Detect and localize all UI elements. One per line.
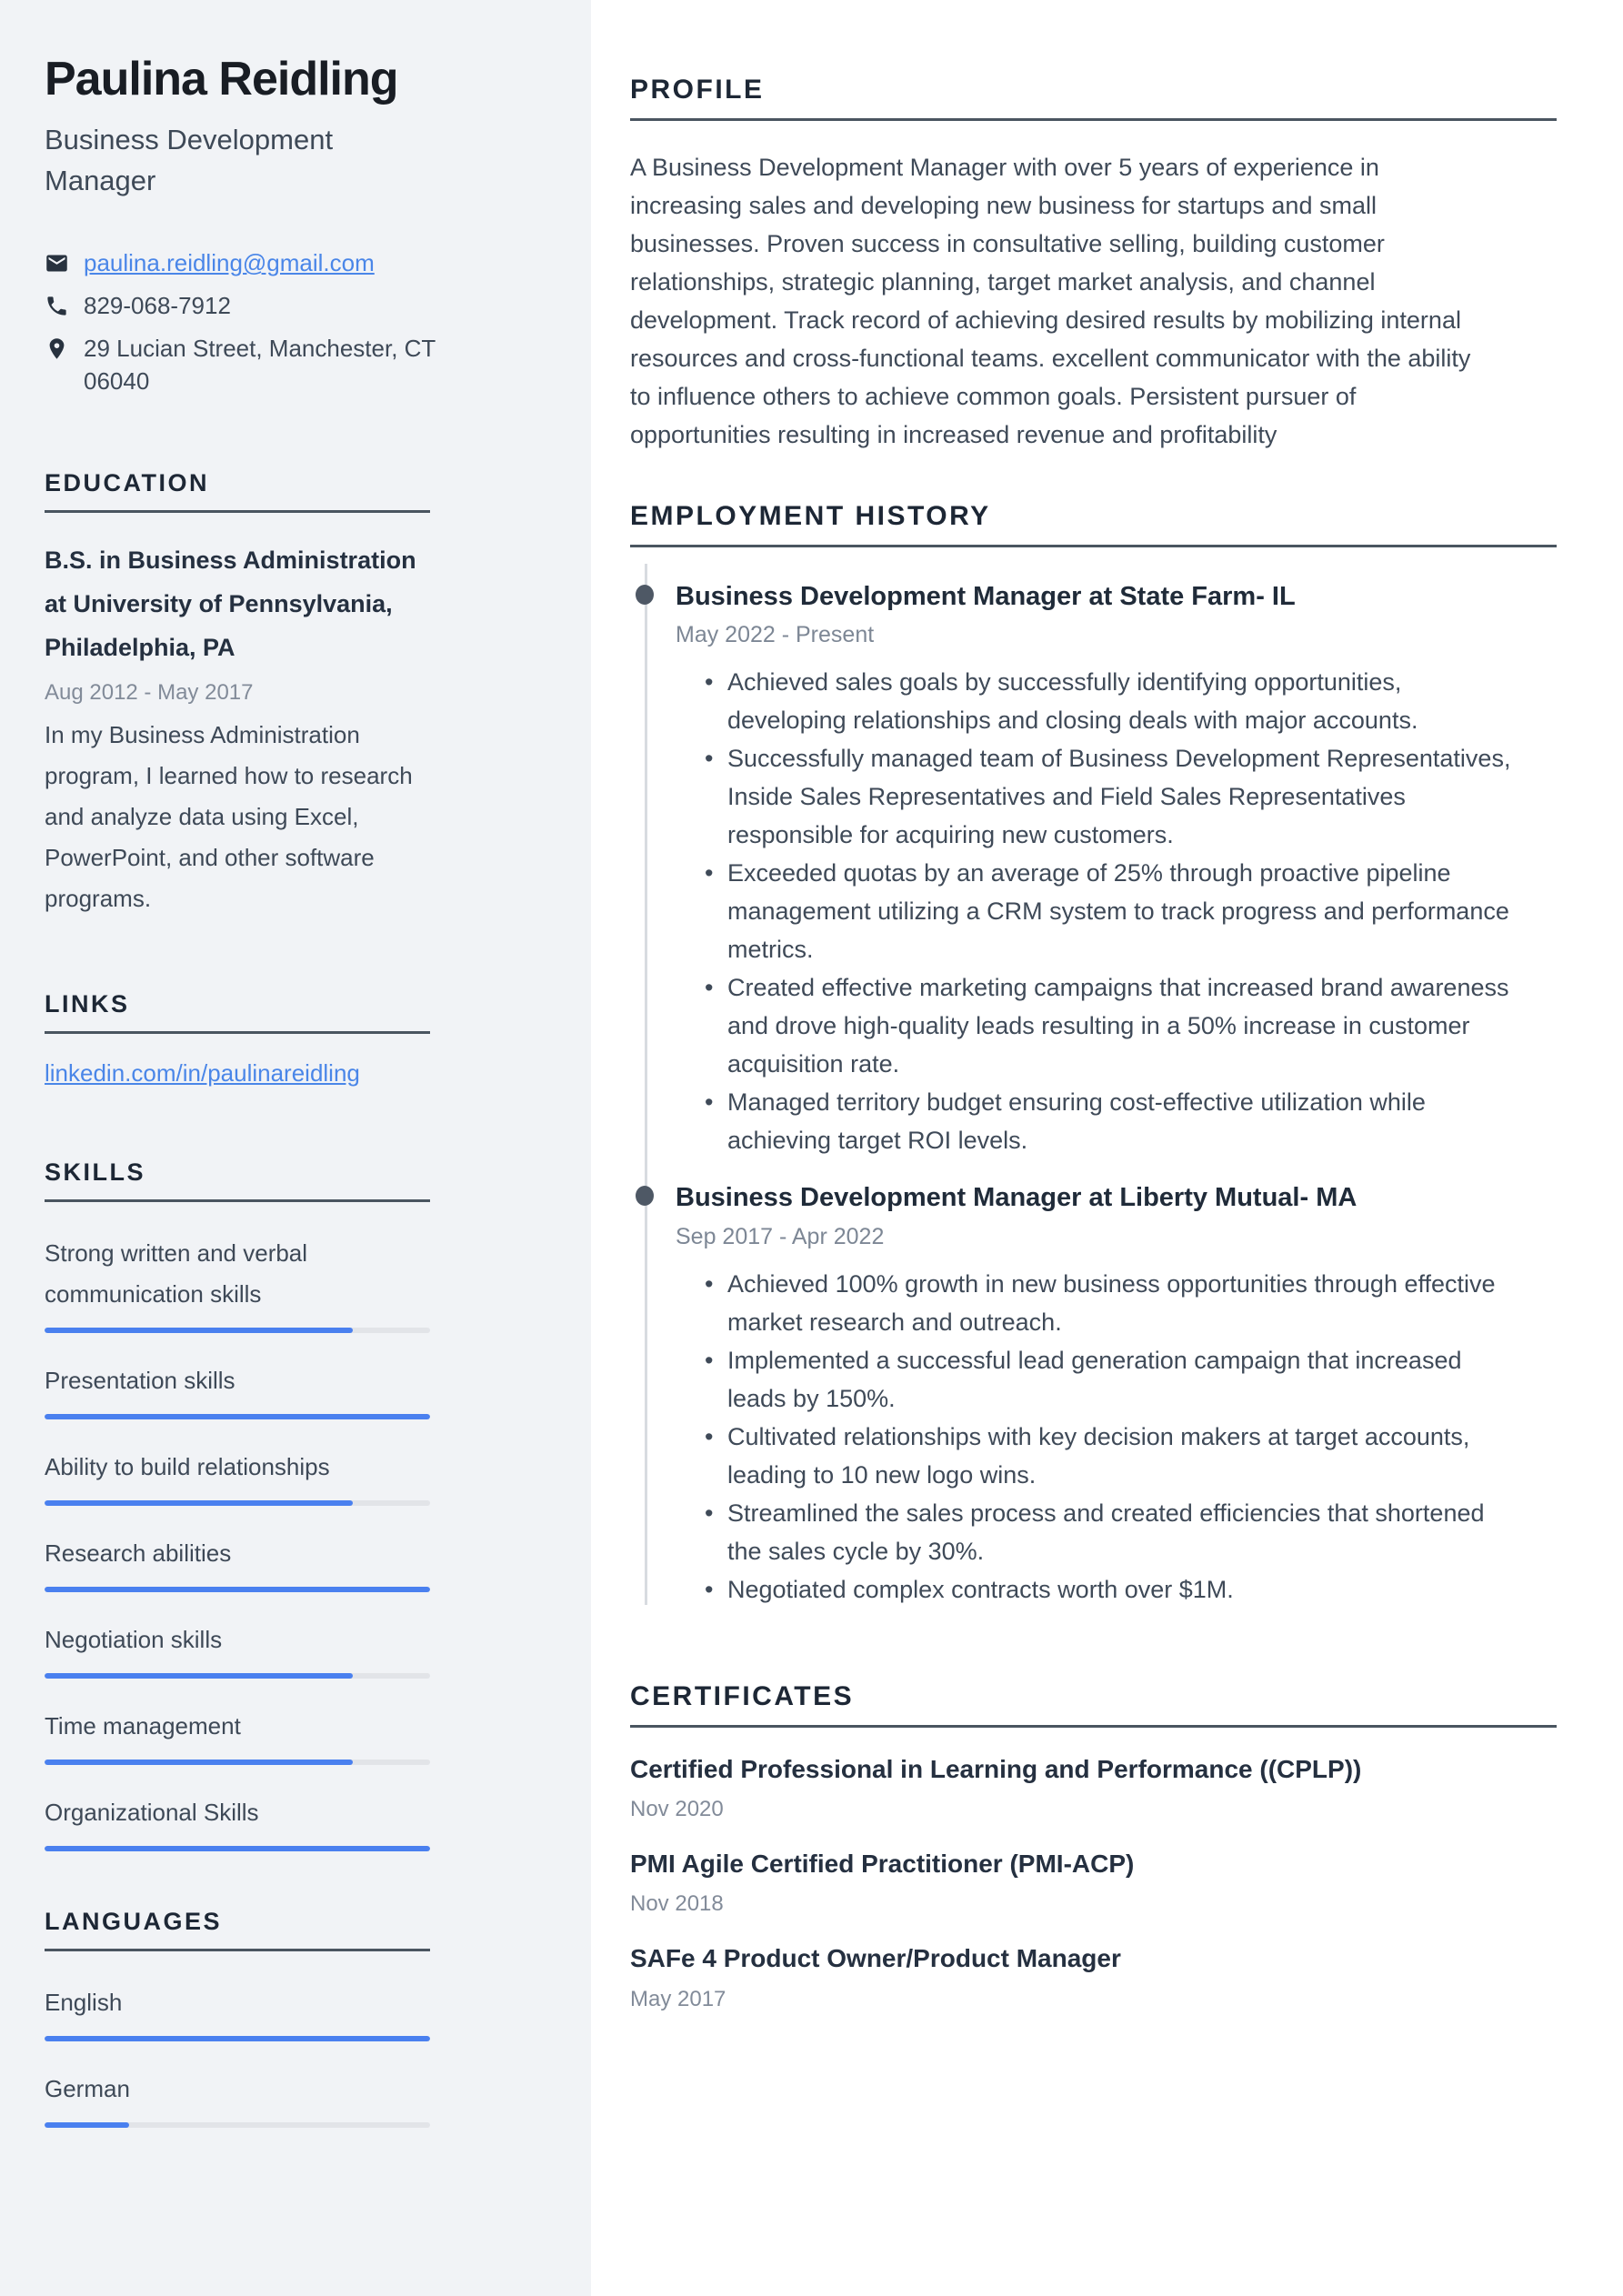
envelope-icon: [45, 251, 69, 276]
skill-label: Negotiation skills: [45, 1625, 223, 1653]
job-bullet: • Exceeded quotas by an average of 25% through proactive pipeline management utilizing a CRM system to track progress and performance metrics.: [727, 854, 1518, 968]
skill-bar-track: [45, 1414, 430, 1419]
certificates-header: CERTIFICATES: [630, 1680, 855, 1711]
phone-handset-icon: [45, 294, 69, 318]
main-column: [591, 0, 1623, 2296]
section-rule: [45, 510, 430, 513]
job-bullet-list: [676, 1265, 1557, 1609]
person-job-title: Business Development Manager: [45, 124, 334, 197]
skill-bar-fill: [45, 1587, 430, 1592]
certificate-title: SAFe 4 Product Owner/Product Manager: [630, 1944, 1121, 1973]
timeline-dot: [636, 1186, 654, 1206]
skill-bar-track: [45, 1846, 430, 1851]
job-bullet: • Managed territory budget ensuring cost-effective utilization while achieving target ROI levels.: [727, 1083, 1518, 1159]
language-label: English: [45, 1988, 123, 2016]
linkedin-link[interactable]: linkedin.com/in/paulinareidling: [45, 1058, 360, 1087]
certificate-date: Nov 2020: [630, 1796, 724, 1821]
email-link[interactable]: paulina.reidling@gmail.com: [84, 249, 375, 277]
job-bullet: • Achieved 100% growth in new business opportunities through effective market research and outreach.: [727, 1265, 1518, 1341]
job-bullet: • Cultivated relationships with key decision makers at target accounts, leading to 10 new logo wins.: [727, 1418, 1518, 1494]
languages-list: [45, 1982, 430, 2128]
skill-label: Time management: [45, 1711, 241, 1740]
job-entry: [630, 580, 1557, 1159]
person-name: Paulina Reidling: [45, 53, 398, 105]
skill-item: [45, 1233, 430, 1333]
languages-header: LANGUAGES: [45, 1907, 223, 1935]
section-rule: [45, 1031, 430, 1034]
skill-bar-track: [45, 1760, 430, 1765]
education-degree: B.S. in Business Administration at University of Pennsylvania, Philadelphia, PA: [45, 546, 416, 661]
profile-section: [630, 75, 1557, 454]
section-rule: [630, 118, 1557, 121]
education-description: In my Business Administration program, I learned how to research and analyze data using Excel, PowerPoint, and other software programs.: [45, 720, 413, 912]
email-link-wrap: [84, 247, 375, 280]
language-bar-track: [45, 2122, 430, 2128]
certificate-date: May 2017: [630, 1986, 726, 2011]
employment-timeline: [630, 580, 1557, 1609]
skill-bar-fill: [45, 1414, 430, 1419]
skill-label: Presentation skills: [45, 1366, 235, 1394]
certificate-date: Nov 2018: [630, 1891, 724, 1917]
sidebar: [0, 0, 591, 2296]
skills-list: [45, 1233, 430, 1851]
job-bullet: • Implemented a successful lead generation campaign that increased leads by 150%.: [727, 1341, 1518, 1418]
contact-email-row: [45, 247, 471, 280]
job-title: Business Development Manager at State Farm- IL: [676, 582, 1296, 611]
profile-text: A Business Development Manager with over 5 years of experience in increasing sales and developing new business for startups and small businesses. Proven success in consultative selling, building customer relationships, strategic planning, target market analysis, and channel development. Track record of achieving desired results by mobilizing internal resources and cross-functional teams. excellent communicator with the ability to influence others to achieve common goals. Persistent pursuer of opportunities resulting in increased revenue and profitability: [630, 154, 1471, 448]
job-bullet: • Successfully managed team of Business Development Representatives, Inside Sales Representatives and Field Sales Representatives responsible for acquiring new customers.: [727, 739, 1518, 854]
certificate-title: Certified Professional in Learning and Performance ((CPLP)): [630, 1754, 1362, 1783]
skill-bar-track: [45, 1500, 430, 1506]
job-bullet: • Created effective marketing campaigns that increased brand awareness and drove high-quality leads resulting in a 50% increase in customer acquisition rate.: [727, 968, 1518, 1083]
profile-header: PROFILE: [630, 75, 765, 105]
employment-header: EMPLOYMENT HISTORY: [630, 501, 991, 531]
education-date: Aug 2012 - May 2017: [45, 679, 254, 705]
language-item: [45, 2069, 430, 2128]
address-text: 29 Lucian Street, Manchester, CT 06040: [84, 334, 436, 395]
skill-bar-fill: [45, 1760, 353, 1765]
phone-number: 829-068-7912: [84, 291, 231, 319]
certificate-item: [630, 1753, 1557, 1822]
links-section: [45, 990, 430, 1088]
skills-header: SKILLS: [45, 1158, 146, 1186]
language-label: German: [45, 2074, 130, 2102]
skill-bar-fill: [45, 1328, 353, 1333]
section-rule: [45, 1199, 430, 1202]
skill-bar-track: [45, 1587, 430, 1592]
section-rule: [45, 1949, 430, 1951]
language-bar-fill: [45, 2122, 129, 2128]
job-title: Business Development Manager at Liberty Mutual- MA: [676, 1183, 1358, 1213]
contact-list: [45, 247, 471, 398]
job-date: May 2022 - Present: [676, 622, 875, 648]
section-rule: [630, 545, 1557, 547]
section-rule: [630, 1725, 1557, 1728]
skill-item: [45, 1706, 430, 1765]
skill-item: [45, 1792, 430, 1851]
skill-label: Strong written and verbal communication skills: [45, 1238, 308, 1308]
timeline-dot: [636, 585, 654, 605]
skill-item: [45, 1360, 430, 1419]
language-item: [45, 1982, 430, 2041]
education-header: EDUCATION: [45, 468, 209, 496]
skill-item: [45, 1533, 430, 1592]
job-bullet-list: [676, 663, 1557, 1159]
skill-item: [45, 1447, 430, 1506]
skill-label: Ability to build relationships: [45, 1452, 330, 1480]
skill-bar-track: [45, 1673, 430, 1679]
link-item: [45, 1059, 430, 1088]
skill-bar-fill: [45, 1846, 430, 1851]
job-date: Sep 2017 - Apr 2022: [676, 1223, 885, 1249]
languages-section: [45, 1908, 430, 2128]
job-bullet: • Achieved sales goals by successfully identifying opportunities, developing relationships and closing deals with major accounts.: [727, 663, 1518, 739]
job-entry: [630, 1181, 1557, 1608]
certificates-section: [630, 1681, 1557, 2012]
language-bar-fill: [45, 2036, 430, 2041]
skill-bar-fill: [45, 1500, 353, 1506]
job-bullet: • Negotiated complex contracts worth over $1M.: [727, 1570, 1518, 1609]
contact-phone-row: [45, 290, 471, 323]
links-header: LINKS: [45, 989, 130, 1018]
certificate-item: [630, 1942, 1557, 2011]
contact-address-row: [45, 333, 471, 398]
map-pin-icon: [45, 336, 69, 361]
language-bar-track: [45, 2036, 430, 2041]
skill-item: [45, 1619, 430, 1679]
employment-section: [630, 501, 1557, 1609]
skills-section: [45, 1158, 430, 1851]
certificate-title: PMI Agile Certified Practitioner (PMI-ACP): [630, 1849, 1135, 1878]
education-section: [45, 469, 430, 919]
certificate-item: [630, 1848, 1557, 1917]
job-bullet: • Streamlined the sales process and created efficiencies that shortened the sales cycle by 30%.: [727, 1494, 1518, 1570]
skill-label: Research abilities: [45, 1539, 232, 1567]
skill-bar-fill: [45, 1673, 353, 1679]
skill-label: Organizational Skills: [45, 1798, 259, 1826]
skill-bar-track: [45, 1328, 430, 1333]
